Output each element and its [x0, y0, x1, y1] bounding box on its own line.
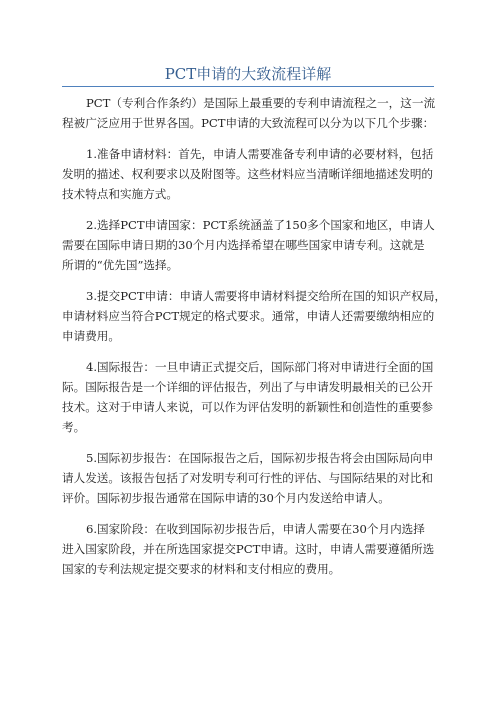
paragraph-line: 所谓的“优先国”选择。: [62, 258, 179, 272]
paragraph-line: 4.国际报告：一旦申请正式提交后，国际部门将对申请进行全面的国: [86, 360, 434, 374]
paragraph-line: 评价。国际初步报告通常在国际申请的30个月内发送给申请人。: [62, 491, 390, 505]
paragraph-line: 国家的专利法规定提交要求的材料和支付相应的费用。: [62, 562, 341, 576]
paragraph-line: 申请材料应当符合PCT规定的格式要求。通常，申请人还需要缴纳相应的: [62, 309, 435, 323]
paragraph-step-3: [62, 286, 447, 346]
paragraph-line: 程被广泛应用于世界各国。PCT申请的大致流程可以分为以下几个步骤：: [62, 116, 435, 130]
paragraph-step-5: [62, 448, 443, 508]
paragraph-line: 发明的描述、权利要求以及附图等。这些材料应当清晰详细地描述发明的: [62, 167, 434, 181]
page-title: PCT申请的大致流程详解: [164, 65, 332, 83]
paragraph-line: 技术。这对于申请人来说，可以作为评估发明的新颖性和创造性的重要参: [62, 400, 434, 414]
paragraph-step-4: [62, 357, 443, 437]
paragraph-line: 需要在国际申请日期的30个月内选择希望在哪些国家申请专利。这就是: [62, 238, 425, 252]
paragraph-line: 考。: [62, 420, 86, 434]
paragraph-line: 际。国际报告是一个详细的评估报告，列出了与申请发明最相关的已公开: [62, 380, 434, 394]
paragraph-line: 3.提交PCT申请：申请人需要将申请材料提交给所在国的知识产权局，: [86, 289, 447, 303]
paragraph-step-2: [62, 215, 443, 275]
paragraph-line: 1.准备申请材料：首先，申请人需要准备专利申请的必要材料，包括: [86, 147, 434, 161]
paragraph-line: 5.国际初步报告：在国际报告之后，国际初步报告将会由国际局向申: [86, 451, 434, 465]
title-divider: [62, 86, 434, 87]
document-body: [62, 93, 447, 590]
paragraph-line: 申请费用。: [62, 329, 120, 343]
paragraph-line: 6.国家阶段：在收到国际初步报告后，申请人需要在30个月内选择: [86, 522, 425, 536]
paragraph-line: 技术特点和实施方式。: [62, 187, 178, 201]
paragraph-line: PCT（专利合作条约）是国际上最重要的专利申请流程之一，这一流: [86, 96, 436, 110]
paragraph-line: 请人发送。该报告包括了对发明专利可行性的评估、与国际结果的对比和: [62, 471, 434, 485]
paragraph-step-6: [62, 519, 443, 579]
paragraph-line: 进入国家阶段，并在所选国家提交PCT申请。这时，申请人需要遵循所选: [62, 542, 435, 556]
paragraph-step-1: [62, 144, 443, 204]
paragraph-line: 2.选择PCT申请国家：PCT系统涵盖了150多个国家和地区，申请人: [86, 218, 435, 232]
paragraph-intro: [62, 93, 443, 133]
